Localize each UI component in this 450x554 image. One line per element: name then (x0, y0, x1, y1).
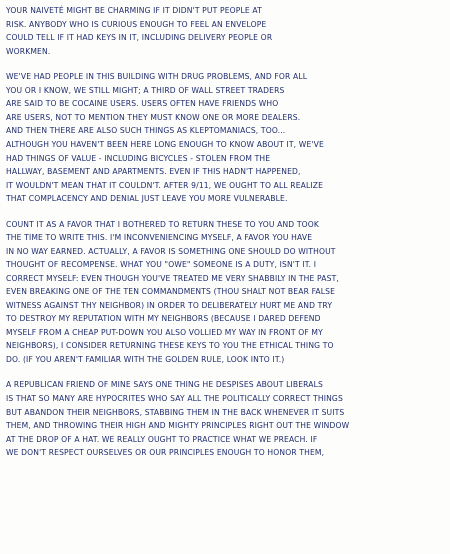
text-line: THOUGHT OF RECOMPENSE. WHAT YOU "OWE" SOMEONE IS A DUTY, ISN'T IT. I (6, 260, 317, 270)
text-line: HALLWAY, BASEMENT AND APARTMENTS. EVEN IF THIS HADN'T HAPPENED, (6, 167, 301, 177)
text-line: DO. (IF YOU AREN'T FAMILIAR WITH THE GOLDEN RULE, LOOK INTO IT.) (6, 354, 285, 364)
text-line: IN NO WAY EARNED. ACTUALLY, A FAVOR IS SOMETHING ONE SHOULD DO WITHOUT (6, 246, 336, 256)
text-line: BUT ABANDON THEIR NEIGHBORS, STABBING THEM IN THE BACK WHENEVER IT SUITS (6, 407, 345, 417)
text-line: MYSELF FROM A CHEAP PUT-DOWN YOU ALSO VOLLIED MY WAY IN FRONT OF MY (6, 327, 323, 337)
text-line: TO DESTROY MY REPUTATION WITH MY NEIGHBORS (BECAUSE I DARED DEFEND (6, 314, 321, 324)
text-line: IT WOULDN'T MEAN THAT IT COULDN'T. AFTER 9/11, WE OUGHT TO ALL REALIZE (6, 180, 324, 190)
text-line: YOUR NAIVETÉ MIGHT BE CHARMING IF IT DIDN'T PUT PEOPLE AT (6, 6, 262, 15)
text-line: RISK. ANYBODY WHO IS CURIOUS ENOUGH TO FEEL AN ENVELOPE (6, 19, 267, 29)
text-line: WORKMEN. (6, 46, 51, 56)
text-line: IS THAT SO MANY ARE HYPOCRITES WHO SAY ALL THE POLITICALLY CORRECT THINGS (6, 394, 343, 404)
text-line: YOU OR I KNOW, WE STILL MIGHT; A THIRD OF WALL STREET TRADERS (6, 85, 285, 95)
text-line: WE DON'T RESPECT OURSELVES OR OUR PRINCIPLES ENOUGH TO HONOR THEM, (6, 448, 325, 458)
text-line: EVEN BREAKING ONE OF THE TEN COMMANDMENTS (THOU SHALT NOT BEAR FALSE (6, 287, 336, 297)
text-line: ALTHOUGH YOU HAVEN'T BEEN HERE LONG ENOUGH TO KNOW ABOUT IT, WE'VE (6, 139, 324, 149)
text-line: WE'VE HAD PEOPLE IN THIS BUILDING WITH DRUG PROBLEMS, AND FOR ALL (6, 72, 308, 81)
text-line: COULD TELL IF IT HAD KEYS IN IT, INCLUDING DELIVERY PEOPLE OR (6, 33, 273, 42)
text-line: COUNT IT AS A FAVOR THAT I BOTHERED TO RETURN THESE TO YOU AND TOOK (6, 219, 320, 229)
text-line: A REPUBLICAN FRIEND OF MINE SAYS ONE THING HE DESPISES ABOUT LIBERALS (6, 380, 323, 390)
text-line: NEIGHBORS), I CONSIDER RETURNING THESE KEYS TO YOU THE ETHICAL THING TO (6, 341, 334, 351)
paragraph-naivete (6, 4, 444, 58)
text-line: CORRECT MYSELF: EVEN THOUGH YOU'VE TREATED ME VERY SHABBILY IN THE PAST, (6, 273, 339, 283)
paragraph-republican-friend (6, 378, 444, 460)
text-line: ARE USERS, NOT TO MENTION THEY MUST KNOW ONE OR MORE DEALERS. (6, 112, 301, 122)
text-line: THAT COMPLACENCY AND DENIAL JUST LEAVE YOU MORE VULNERABLE. (6, 194, 288, 204)
text-line: HAD THINGS OF VALUE - INCLUDING BICYCLES - STOLEN FROM THE (6, 153, 271, 163)
paragraph-drug-problems (6, 70, 444, 206)
text-line: AT THE DROP OF A HAT. WE REALLY OUGHT TO PRACTICE WHAT WE PREACH. IF (6, 434, 318, 444)
paragraph-favor (6, 218, 444, 367)
text-line: THE TIME TO WRITE THIS. I'M INCONVENIENCING MYSELF, A FAVOR YOU HAVE (6, 233, 313, 243)
text-line: ARE SAID TO BE COCAINE USERS. USERS OFTEN HAVE FRIENDS WHO (6, 99, 279, 109)
text-line: AND THEN THERE ARE ALSO SUCH THINGS AS KLEPTOMANIACS, TOO... (6, 126, 286, 136)
text-line: WITNESS AGAINST THY NEIGHBOR) IN ORDER TO DELIBERATELY HURT ME AND TRY (6, 300, 333, 310)
text-line: THEM, AND THROWING THEIR HIGH AND MIGHTY PRINCIPLES RIGHT OUT THE WINDOW (6, 421, 350, 431)
